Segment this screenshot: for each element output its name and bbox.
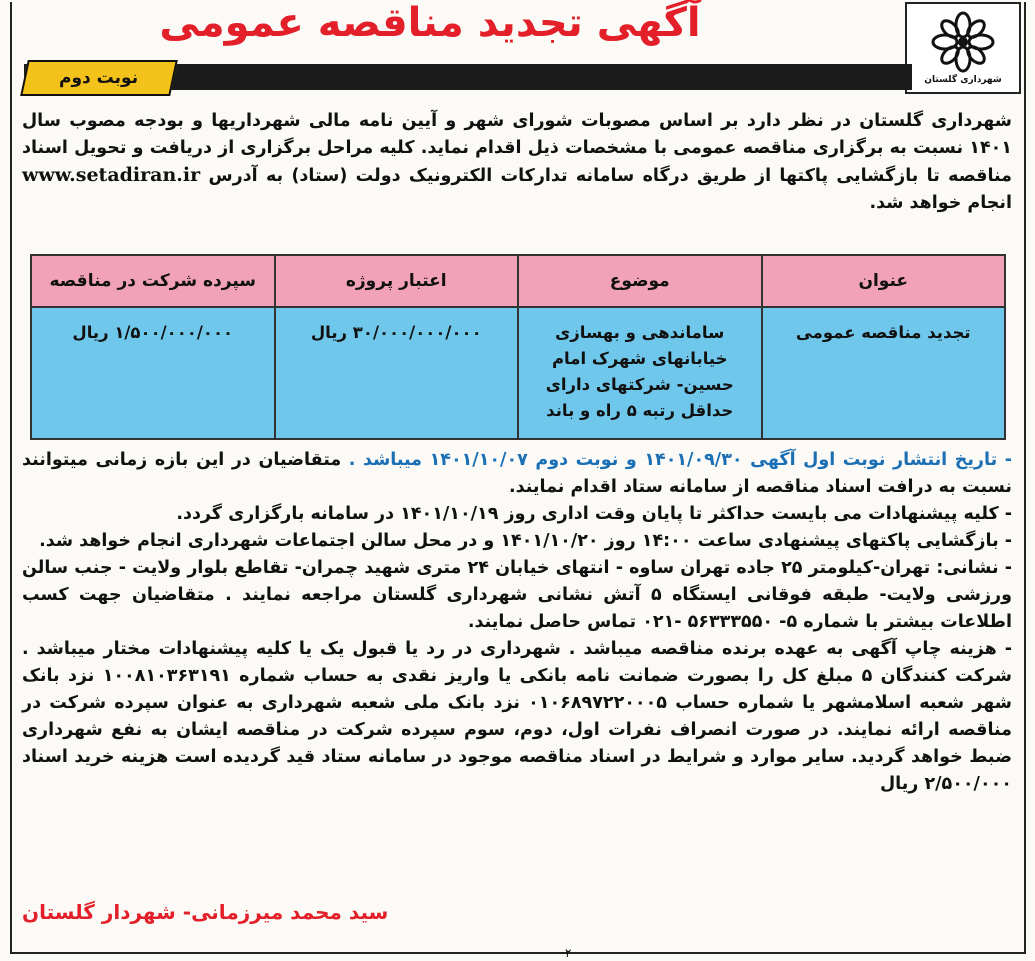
flower-logo-icon: [928, 11, 998, 73]
round-badge: [20, 60, 178, 96]
intro-paragraph: [22, 108, 1012, 217]
table-row: [31, 307, 1005, 439]
cell-subject-text: ساماندهی و بهسازی خیابانهای شهرک امام حسین- شرکتهای دارای حداقل رتبه ۵ راه و باند: [545, 323, 734, 420]
opening-info: - بازگشایی پاکتهای پیشنهادی ساعت ۱۴:۰۰ روز ۱۴۰۱/۱۰/۲۰ و در محل سالن اجتماعات شهرداری انجام خواهد شد.: [39, 531, 1012, 551]
signature: سید محمد میرزمانی- شهردار گلستان: [22, 900, 389, 924]
dates-rest: متقاضیان در این بازه زمانی میتوانند نسبت به درافت اسناد مناقصه از سامانه ستاد اقدام نمایند.: [22, 450, 1012, 497]
cell-deposit: ۱/۵۰۰/۰۰۰/۰۰۰ ریال: [31, 307, 275, 439]
header-project-budget: اعتبار پروژه: [275, 255, 519, 307]
details-section: [22, 447, 1012, 798]
cell-subject: [518, 307, 762, 439]
municipality-logo: [905, 2, 1021, 94]
tender-table: [30, 254, 1006, 440]
setad-url-link[interactable]: www.setadiran.ir: [22, 164, 201, 186]
intro-text: شهرداری گلستان در نظر دارد بر اساس مصوبات شورای شهر و آیین نامه مالی شهرداریها و بودجه مصوب سال ۱۴۰۱ نسبت به برگزاری مناقصه عمومی با مشخصات ذیل اقدام نماید. کلیه مراحل برگزاری از دریافت و تحویل اسناد مناقصه تا بازگشایی پاکتها از طریق درگاه سامانه تدارکات الکترونیک دولت (ستاد) به آدرس: [22, 111, 1012, 186]
bids-deadline: - کلیه پیشنهادات می بایست حداکثر تا پایان وقت اداری روز ۱۴۰۱/۱۰/۱۹ در سامانه بارگزاری گردد.: [176, 504, 1012, 524]
cell-project-budget: ۳۰/۰۰۰/۰۰۰/۰۰۰ ریال: [275, 307, 519, 439]
header-title: عنوان: [762, 255, 1006, 307]
intro-text-end: انجام خواهد شد.: [869, 193, 1012, 213]
dates-line: [22, 447, 1012, 501]
cost-info: - هزینه چاپ آگهی به عهده برنده مناقصه میباشد . شهرداری در رد یا قبول یک یا کلیه پیشنهادات مختار میباشد . شرکت کنندگان ۵ مبلغ کل را بصورت ضمانت نامه بانکی یا واریز نقدی به حساب شماره ۱۰۰۸۱۰۳۶۳۱۹۱ نزد بانک شهر شعبه اسلامشهر یا شماره حساب ۰۱۰۶۸۹۷۲۲۰۰۰۵ نزد بانک ملی شعبه شهرداری به عنوان سپرده شرکت در مناقصه ارائه نمایند. در صورت انصراف نفرات اول، دوم، سوم سپرده شرکت در مناقصه ایشان به نفع شهرداری ضبط خواهد گردید. سایر موارد و شرایط در اسناد مناقصه موجود در سامانه ستاد قید گردیده است هزینه خرید اسناد ۲/۵۰۰/۰۰۰ ریال: [22, 639, 1013, 794]
notice-title: آگهی تجدید مناقصه عمومی: [159, 0, 701, 46]
header-deposit: سپرده شرکت در مناقصه: [31, 255, 275, 307]
address-info: - نشانی: تهران-کیلومتر ۲۵ جاده تهران ساوه - انتهای خیابان ۲۴ متری شهید چمران- تقاطع بلوار ولایت - جنب سالن ورزشی ولایت- طبقه فوقانی ایستگاه ۵ آتش نشانی شهرداری گلستان مراجعه نمایند . متقاضیان جهت کسب اطلاعات بیشتر با شماره ۵- ۵۶۳۳۳۵۵۰ -۰۲۱ تماس حاصل نمایند.: [22, 558, 1012, 632]
cell-title: تجدید مناقصه عمومی: [762, 307, 1006, 439]
logo-caption: شهرداری گلستان: [924, 75, 1002, 85]
header-subject: موضوع: [518, 255, 762, 307]
dates-highlight: - تاریخ انتشار نوبت اول آگهی ۱۴۰۱/۰۹/۳۰ و نوبت دوم ۱۴۰۱/۱۰/۰۷ میباشد .: [348, 450, 1012, 470]
table-header-row: [31, 255, 1005, 307]
page-number: ۲: [565, 946, 572, 960]
round-badge-label: نوبت دوم: [59, 68, 139, 88]
